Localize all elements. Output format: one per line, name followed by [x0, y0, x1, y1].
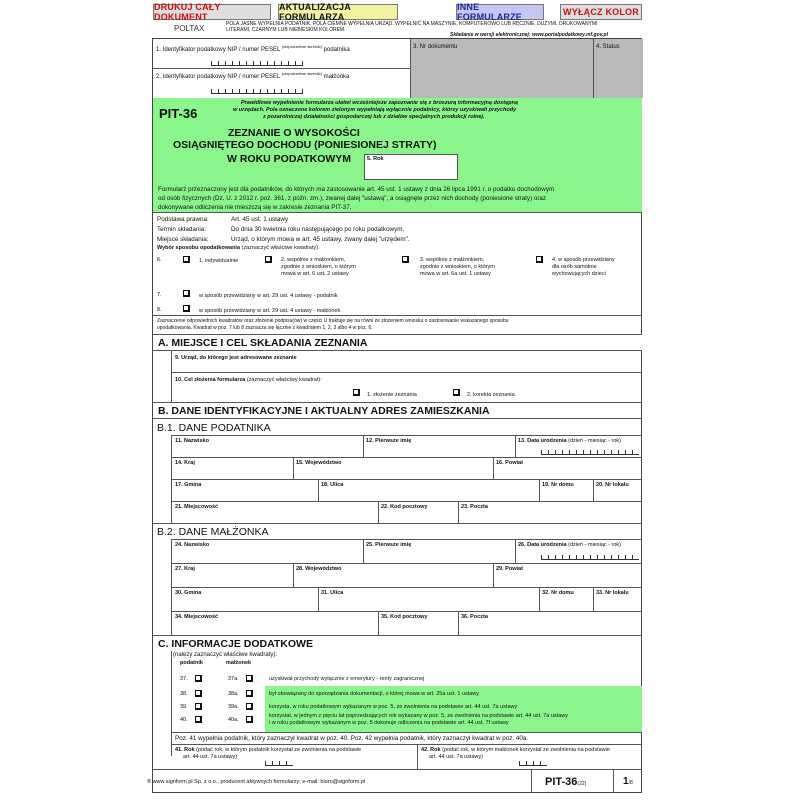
field-31[interactable]: 31. Ulica [321, 590, 344, 596]
field-14[interactable]: 14. Kraj [175, 460, 195, 466]
row38-text: był obowiązany do sporządzania dokumentacji, o której mowa w art. 25a ust. 1 ustawy [269, 691, 480, 697]
field-24[interactable]: 24. Nazwisko [175, 542, 210, 548]
row39a-num: 39a. [228, 704, 239, 710]
filing-label: 1. złożenie zeznania [367, 392, 417, 398]
field-10-label: 10. Cel złożenia formularza (zaznaczyć właściwy kwadrat): [175, 377, 322, 383]
taxation-note-1: Zaznaczenie odpowiednich kwadratów oraz złożenie podpisu(ów) w części U traktuje się na równi ze złożeniem wniosku o zastosowanie wskazanego sposobu [157, 318, 509, 324]
tax-opt3-line2: zgodnie z wnioskiem, o którym [420, 264, 495, 270]
field-18[interactable]: 18. Ulica [321, 482, 344, 488]
field-28[interactable]: 28. Województwo [296, 566, 342, 572]
section-c-note: (należy zaznaczyć właściwe kwadraty): [173, 652, 278, 658]
field-15[interactable]: 15. Województwo [296, 460, 342, 466]
num-8: 8. [157, 307, 162, 313]
field-2-label: 2. Identyfikator podatkowy NIP / numer PESEL $^{(niepotrzebne skreślić)}$ małżonka [156, 71, 350, 80]
desc-line-2: od osób fizycznych (Dz. U. z 2012 r. poz. 361, z późn. zm.), zwanej dalej "ustawą", a osiągnęte przez nich dochody (poniesione straty) oraz [158, 195, 547, 202]
pos41-note: Poz. 41 wypełnia podatnik, który zaznaczył kwadrat w poz. 40. Poz. 42 wypełnia podatnik, który zaznaczył kwadrat w poz. 40a. [175, 735, 529, 742]
row37-taxpayer-checkbox[interactable] [195, 675, 202, 682]
deadline-value: Do dnia 30 kwietnia roku następującego po roku podatkowym. [231, 226, 405, 233]
row37-spouse-checkbox[interactable] [246, 675, 253, 682]
field-21[interactable]: 21. Miejscowość [175, 504, 219, 510]
field-34[interactable]: 34. Miejscowość [175, 614, 219, 620]
num-7: 7. [157, 292, 162, 298]
row40-num: 40. [180, 717, 188, 723]
correction-label: 2. korekta zeznania [467, 392, 515, 398]
desc-line-3: dokonywane odliczenia nie mieszczą się w zakresie zeznania PIT-37. [158, 204, 352, 211]
row37a-num: 37a. [228, 676, 239, 682]
field-41-label[interactable]: 41. Rok (podać rok, w którym podatnik korzystał ze zwolnienia na podstawie [175, 747, 362, 753]
nip-input-taxpayer[interactable] [211, 61, 303, 66]
col-taxpayer: podatnik [180, 660, 203, 666]
year-input[interactable] [364, 154, 458, 180]
b1-title: B.1. DANE PODATNIKA [157, 422, 271, 434]
num-6: 6. [157, 257, 162, 263]
update-form-button[interactable]: AKTUALIZACJA FORMULARZA [278, 4, 398, 20]
tax-opt2-line2: zgodnie z wnioskiem, o którym [281, 264, 356, 270]
brand-label: POLTAX [174, 24, 205, 33]
field-20[interactable]: 20. Nr lokalu [596, 482, 629, 488]
taxation-title: Wybór sposobu opodatkowania (zaznaczyć właściwe kwadraty): [157, 245, 320, 251]
tax-opt8-checkbox[interactable] [183, 305, 190, 312]
desc-line-1: Formularz przeznaczony jest dla podatników, do których ma zastosowanie art. 45 ust. 1 ustawy z dnia 26 lipca 1991 r. o podatku dochodowym [158, 186, 555, 193]
info-line-2: w urzędach. Pola oznaczone kolorem zielonym wypełniają wyłącznie podatnicy, którzy uzyskiwali przychody [233, 107, 517, 113]
field-11[interactable]: 11. Nazwisko [175, 438, 209, 444]
color-off-button[interactable]: WYŁĄCZ KOLOR [560, 4, 642, 20]
field-27[interactable]: 27. Kraj [175, 566, 195, 572]
field-42-note: art. 44 ust. 7a ustawy) [429, 754, 484, 760]
tax-opt1-checkbox[interactable] [183, 256, 190, 263]
field-9-label: 9. Urząd, do którego jest adresowane zeznanie [175, 355, 297, 361]
filing-checkbox[interactable] [353, 389, 360, 396]
row38-spouse-checkbox[interactable] [246, 690, 253, 697]
heading-line-3: W ROKU PODATKOWYM [227, 153, 352, 165]
field-4-label: 4. Status [596, 44, 620, 50]
year-label: 5. Rok [367, 156, 384, 162]
print-all-button[interactable]: DRUKUJ CAŁY DOKUMENT [153, 4, 271, 20]
tax-opt4-line2: dla osób samotnie [552, 264, 597, 270]
spouse-birthdate-ticks [541, 555, 639, 560]
tax-opt7-checkbox[interactable] [183, 290, 190, 297]
field-23[interactable]: 23. Poczta [461, 504, 488, 510]
field-12[interactable]: 12. Pierwsze imię [366, 438, 412, 444]
field-42-ticks [519, 761, 547, 766]
field-30[interactable]: 30. Gmina [175, 590, 202, 596]
birthdate-ticks [541, 450, 639, 455]
row39-text: korzysta, w roku podatkowym wykazanym w poz. 5, ze zwolnienia na podstawie art. 44 ust. 7a ustawy [269, 704, 518, 710]
basis-label: Podstawa prawna: [157, 216, 209, 223]
form-code: PIT-36 [159, 106, 198, 121]
tax-opt8-label: w sposób przewidziany w art. 29 ust. 4 ustawy - małżonek [199, 308, 341, 314]
place-value: Urząd, o którym mowa w art. 45 ustawy, zwany dalej "urzędem". [231, 236, 410, 243]
notice-line-2: LITERAMI, CZARNYM LUB NIEBIESKIM KOLOREM. [226, 27, 346, 33]
row39-num: 39. [180, 704, 188, 710]
section-c-title: C. INFORMACJE DODATKOWE [158, 638, 313, 650]
row37-text: uzyskiwał przychody wyłącznie z emerytury - renty zagranicznej [269, 676, 425, 682]
place-label: Miejsce składania: [157, 236, 209, 243]
other-forms-button[interactable]: INNE FORMULARZE [456, 4, 544, 20]
field-1-label: 1. Identyfikator podatkowy NIP / numer PESEL $^{(niepotrzebne skreślić)}$ podatnika [156, 44, 350, 53]
row40-text: korzystał, w jednym z pięciu lat poprzedzających rok wykazany w poz. 5, ze zwolnienia na podstawie art. 44 ust. 7a ustawy [269, 713, 568, 719]
row40-text-2: i w roku podatkowym wykazanym w poz. 5 dokonuje odliczenia na podstawie art. 44 ust. 7f ustawy [269, 720, 509, 726]
row40-taxpayer-checkbox[interactable] [195, 716, 202, 723]
footer-form-code: PIT-36(22) [545, 776, 587, 788]
basis-value: Art. 45 ust. 1 ustawy [231, 216, 289, 223]
tax-opt3-line3: mowa w art. 6a ust. 1 ustawy [420, 271, 491, 277]
row38a-num: 38a. [228, 691, 239, 697]
tax-opt1-label: 1. indywidualnie [199, 258, 239, 264]
field-36[interactable]: 36. Poczta [461, 614, 488, 620]
heading-line-1: ZEZNANIE O WYSOKOŚCI [228, 127, 360, 139]
field-41-note: art. 44 ust. 7a ustawy) [183, 754, 238, 760]
col-spouse: małżonek [226, 660, 252, 666]
deadline-label: Termin składania: [157, 226, 206, 233]
tax-opt2-line3: mowa w art. 6 ust. 2 ustawy [281, 271, 349, 277]
row40a-num: 40a. [228, 717, 239, 723]
section-a-title: A. MIEJSCE I CEL SKŁADANIA ZEZNANIA [158, 337, 368, 349]
row38-num: 38. [180, 691, 188, 697]
heading-line-2: OSIĄGNIĘTEGO DOCHODU (PONIESIONEJ STRATY) [173, 139, 437, 151]
b2-title: B.2. DANE MAŁŻONKA [157, 526, 269, 538]
field-32[interactable]: 32. Nr domu [542, 590, 574, 596]
field-29[interactable]: 29. Powiat [496, 566, 523, 572]
field-17[interactable]: 17. Gmina [175, 482, 202, 488]
field-25[interactable]: 25. Pierwsze imię [366, 542, 412, 548]
tax-opt4-line3: wychowujących dzieci [552, 271, 606, 277]
info-line-1: Prawidłowe wypełnienie formularza ułatwi wcześniejsze zapoznanie się z broszurą informacyjną dostępną [241, 100, 518, 106]
row39-spouse-checkbox[interactable] [246, 703, 253, 710]
tax-opt7-label: w sposób przewidziany w art. 29 ust. 4 ustawy - podatnik [199, 293, 338, 299]
notice-line-1: POLA JASNE WYPEŁNIA PODATNIK. POLA CIEMNE WYPEŁNIA URZĄD. WYPEŁNIĆ NA MASZYNIE, KOMPUTEROWO LUB RĘCZNIE, DUŻYMI, DRUKOWANYMI [226, 21, 598, 27]
footer-copyright: ® www.signform.pl Sp. z o.o., producent aktywnych formularzy; e-mail: biuro@signform.pl [147, 779, 366, 785]
field-42-label[interactable]: 42. Rok (podać rok, w którym małżonek korzystał ze zwolnienia na podstawie [421, 747, 610, 753]
correction-checkbox[interactable] [453, 389, 460, 396]
nip-input-spouse[interactable] [211, 89, 303, 94]
field-13[interactable]: 13. Data urodzenia (dzień - miesiąc - rok) [518, 438, 622, 444]
footer-page-number: 1/8 [623, 776, 633, 787]
field-41-ticks [265, 761, 293, 766]
field-3-label: 3. Nr dokumentu [413, 44, 458, 50]
row39-taxpayer-checkbox[interactable] [195, 703, 202, 710]
tax-opt4-checkbox[interactable] [536, 256, 543, 263]
field-22[interactable]: 22. Kod pocztowy [381, 504, 428, 510]
field-16[interactable]: 16. Powiat [496, 460, 523, 466]
row37-num: 37. [180, 676, 188, 682]
field-19[interactable]: 19. Nr domu [542, 482, 574, 488]
notice-line-3: Składanie w wersji elektronicznej: www.portalpodatkowy.mf.gov.pl [450, 32, 608, 38]
tax-opt2-line1: 2. wspólnie z małżonkiem, [281, 257, 346, 263]
row40-spouse-checkbox[interactable] [246, 716, 253, 723]
pit36-form [147, 38, 642, 793]
section-b-title: B. DANE IDENTYFIKACYJNE I AKTUALNY ADRES ZAMIESZKANIA [158, 405, 490, 417]
field-26[interactable]: 26. Data urodzenia (dzień - miesiąc - rok) [518, 542, 622, 548]
tax-opt4-line1: 4. w sposób przewidziany [552, 257, 615, 263]
tax-opt2-checkbox[interactable] [265, 256, 272, 263]
tax-opt3-line1: 3. wspólnie z małżonkiem, [420, 257, 485, 263]
taxation-note-2: opodatkowania. Kwadrat w poz. 7 lub 8 zaznacza się łącznie z kwadratem 1, 2, 3 albo 4 w poz. 6. [157, 325, 373, 331]
field-33[interactable]: 33. Nr lokalu [596, 590, 629, 596]
tax-opt3-checkbox[interactable] [402, 256, 409, 263]
field-35[interactable]: 35. Kod pocztowy [381, 614, 428, 620]
info-line-3: z pozarolniczej działalności gospodarczej lub z działów specjalnych produkcji rolnej. [263, 114, 485, 120]
row38-taxpayer-checkbox[interactable] [195, 690, 202, 697]
